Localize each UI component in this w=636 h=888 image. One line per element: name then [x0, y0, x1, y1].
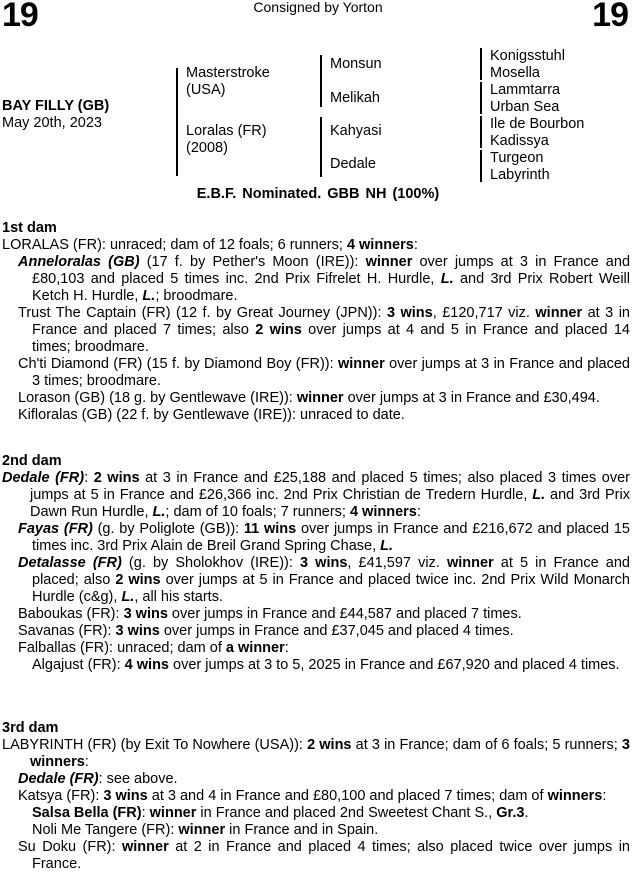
great-grandparents — [490, 48, 584, 184]
text: . — [524, 805, 529, 821]
text: , £41,597 viz. — [347, 555, 447, 571]
bold: winner — [446, 555, 494, 571]
pedigree-dam — [186, 123, 267, 157]
listed: L. — [380, 538, 394, 554]
text: : — [84, 470, 94, 486]
bold: 3 wins — [103, 788, 148, 804]
produce-entry — [2, 390, 630, 407]
text: (g. by Poliglote (GB)): — [92, 521, 244, 537]
text: : — [416, 504, 421, 520]
second-dam-section — [2, 453, 630, 674]
text: Lorason (GB) (18 g. by Gentlewave (IRE)): — [18, 390, 297, 406]
text: : — [602, 788, 607, 804]
produce-entry — [2, 771, 630, 788]
horse-name: Fayas (FR) — [18, 521, 93, 537]
text: at 3 in France and £25,188 and placed 5 times; also placed 3 times over jumps at 5 in France and £26,366 inc. 2nd Prix Christian de Tredern Hurdle, — [30, 470, 630, 503]
bold: a winner — [225, 640, 285, 656]
sire-name: Masterstroke — [186, 65, 270, 81]
listed: L. — [121, 589, 135, 605]
pedigree-bracket-3b — [480, 82, 482, 114]
ggp-1: Konigsstuhl — [490, 48, 565, 64]
text: Baboukas (FR): — [18, 606, 124, 622]
text: : see above. — [98, 771, 178, 787]
bold: 2 wins — [93, 470, 140, 486]
bold: 2 wins — [307, 737, 352, 753]
text: over jumps at 3 in France and £80,103 and placed 5 times inc. 2nd Prix Fifrelet H. Hurdle, — [32, 254, 631, 287]
first-dam-section — [2, 220, 630, 424]
third-dam-section — [2, 720, 630, 873]
grandsire: Monsun — [330, 56, 382, 72]
bold: 4 wins — [124, 657, 169, 673]
text: and 3rd Prix Robert Weill Ketch H. Hurdle, — [32, 271, 630, 304]
text: Savanas (FR): — [18, 623, 116, 639]
text: , all his starts. — [134, 589, 223, 605]
bold: 3 wins — [300, 555, 348, 571]
text: over jumps in France and £37,045 and placed 4 times. — [159, 623, 514, 639]
pedigree-sire — [186, 65, 270, 99]
text: , £120,717 viz. — [432, 305, 536, 321]
text: LORALAS (FR): unraced; dam of 12 foals; 6 runners; — [2, 237, 347, 253]
bold: 3 winners — [30, 737, 630, 770]
text: in France and placed 2nd Sweetest Chant S., — [196, 805, 497, 821]
lot-number-left: 19 — [2, 0, 38, 34]
bold: 4 winners — [346, 237, 414, 253]
bold: winner — [178, 822, 226, 838]
text: : — [284, 640, 289, 656]
produce-entry — [2, 640, 630, 657]
section-heading: 1st dam — [2, 220, 57, 236]
text: over jumps at 4 and 5 in France and placed 14 times; broodmare. — [32, 322, 630, 355]
text: : — [413, 237, 418, 253]
text: Falballas (FR): unraced; dam of — [18, 640, 226, 656]
text: (17 f. by Pether's Moon (IRE)): — [139, 254, 366, 270]
produce-entry — [2, 839, 630, 873]
text: at 5 in France and placed; also — [32, 555, 630, 588]
text: Trust The Captain (FR) (12 f. by Great Journey (JPN)): — [18, 305, 387, 321]
horse-name: Detalasse (FR) — [18, 555, 122, 571]
text: : — [141, 805, 150, 821]
text: at 3 and 4 in France and £80,100 and placed 7 times; dam of — [147, 788, 548, 804]
text: at 3 in France; dam of 6 foals; 5 runners; — [351, 737, 622, 753]
text: over jumps at 3 in France and placed 3 times; broodmare. — [32, 356, 630, 389]
horse-name: Dedale (FR) — [2, 470, 85, 486]
listed: L. — [440, 271, 454, 287]
ggp-2: Mosella — [490, 65, 540, 81]
pedigree-bracket-1 — [176, 68, 178, 176]
text: Ch'ti Diamond (FR) (15 f. by Diamond Boy (FR)): — [18, 356, 338, 372]
text: over jumps in France and £216,672 and placed 15 times inc. 3rd Prix Alain de Breil Grand Spring Chase, — [32, 521, 630, 554]
lot-number-right: 19 — [592, 0, 628, 34]
grandam-sire-side: Melikah — [330, 90, 380, 106]
horse-name: Salsa Bella (FR) — [32, 805, 142, 821]
produce-entry — [2, 606, 630, 623]
produce-entry — [2, 805, 630, 822]
produce-entry — [2, 407, 630, 424]
text: and 3rd Prix Dawn Run Hurdle, — [30, 487, 630, 520]
section-heading: 3rd dam — [2, 720, 59, 736]
text: at 3 in France and placed 7 times; also — [32, 305, 630, 338]
ggp-7: Turgeon — [490, 150, 544, 166]
pedigree-bracket-3a — [480, 48, 482, 80]
bold: winner — [535, 305, 583, 321]
pedigree-bracket-2a — [320, 55, 322, 107]
second-dam-name: Dedale — [330, 156, 376, 172]
produce-entry — [2, 356, 630, 390]
bold: winner — [122, 839, 169, 855]
produce-entry — [2, 305, 630, 356]
bold: 3 wins — [115, 623, 160, 639]
produce-entry — [2, 521, 630, 555]
text: over jumps at 3 to 5, 2025 in France and £67,920 and placed 4 times. — [169, 657, 620, 673]
produce-entry — [2, 822, 630, 839]
bold: 11 wins — [243, 521, 297, 537]
third-dam-intro — [2, 737, 630, 771]
produce-entry — [2, 623, 630, 640]
nomination-line: E.B.F. Nominated. GBB NH (100%) — [196, 186, 440, 202]
text: Algajust (FR): — [32, 657, 125, 673]
listed: L. — [532, 487, 546, 503]
second-dam-intro — [2, 470, 630, 521]
text: Katsya (FR): — [18, 788, 104, 804]
text: in France and in Spain. — [225, 822, 379, 838]
horse-name: Anneloralas (GB) — [18, 254, 140, 270]
text: Su Doku (FR): — [18, 839, 122, 855]
produce-entry — [2, 555, 630, 606]
text: Kifloralas (GB) (22 f. by Gentlewave (IRE)): unraced to date. — [18, 407, 405, 423]
bold: 3 wins — [386, 305, 433, 321]
bold: winner — [149, 805, 197, 821]
ggp-5: Ile de Bourbon — [490, 116, 585, 132]
group-race: Gr.3 — [496, 805, 525, 821]
text: over jumps at 3 in France and £30,494. — [343, 390, 600, 406]
text: over jumps in France and £44,587 and placed 7 times. — [167, 606, 522, 622]
ggp-8: Labyrinth — [490, 167, 550, 183]
pedigree-bracket-3d — [480, 150, 482, 182]
sire-country: (USA) — [186, 82, 226, 98]
text: LABYRINTH (FR) (by Exit To Nowhere (USA)): — [2, 737, 308, 753]
listed: L. — [152, 504, 166, 520]
consignor: Consigned by Yorton — [253, 0, 383, 15]
pedigree-bracket-3c — [480, 116, 482, 148]
pedigree-bracket-2b — [320, 117, 322, 177]
bold: winner — [296, 390, 344, 406]
text: Noli Me Tangere (FR): — [32, 822, 179, 838]
section-heading: 2nd dam — [2, 453, 62, 469]
bold: 4 winners — [349, 504, 417, 520]
ggp-4: Urban Sea — [490, 99, 560, 115]
bold: 3 wins — [123, 606, 168, 622]
text: (g. by Sholokhov (IRE)): — [121, 555, 300, 571]
first-dam-intro — [2, 237, 630, 254]
ggp-3: Lammtarra — [490, 82, 561, 98]
bold: 2 wins — [115, 572, 161, 588]
text: : — [84, 754, 89, 770]
bold: 2 wins — [255, 322, 302, 338]
produce-entry — [2, 254, 630, 305]
grandsire-dam-side: Kahyasi — [330, 123, 382, 139]
text: over jumps at 5 in France and placed twice inc. 2nd Prix Wild Monarch Hurdle (c&g), — [32, 572, 630, 605]
text: at 2 in France and placed 4 times; also placed twice over jumps in France. — [32, 839, 630, 872]
dam-year: (2008) — [186, 140, 228, 156]
bold: winners — [547, 788, 603, 804]
bold: winner — [365, 254, 413, 270]
horse-description: BAY FILLY (GB) — [2, 98, 110, 114]
produce-entry — [2, 657, 630, 674]
produce-entry — [2, 788, 630, 805]
listed: L. — [142, 288, 156, 304]
horse-name: Dedale (FR) — [18, 771, 99, 787]
dam-name: Loralas (FR) — [186, 123, 267, 139]
foaling-date: May 20th, 2023 — [2, 115, 102, 131]
ggp-6: Kadissya — [490, 133, 549, 149]
text: ; broodmare. — [155, 288, 238, 304]
text: ; dam of 10 foals; 7 runners; — [165, 504, 350, 520]
bold: winner — [338, 356, 385, 372]
